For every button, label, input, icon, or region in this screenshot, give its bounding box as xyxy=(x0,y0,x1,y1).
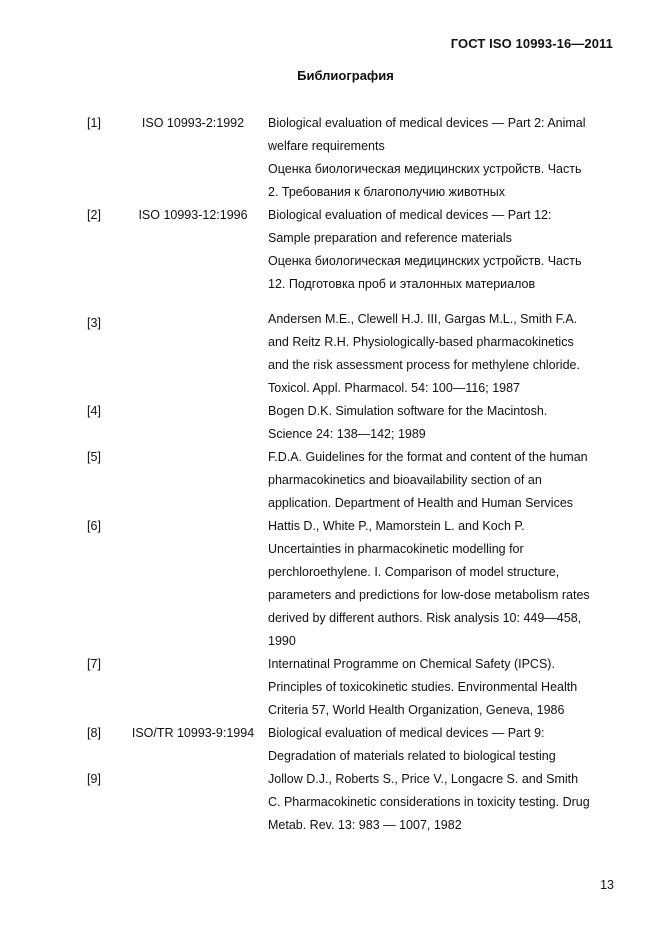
entry-standard xyxy=(118,308,268,400)
entry-line: Principles of toxicokinetic studies. Environmental Health xyxy=(268,680,578,694)
entry-line: Criteria 57, World Health Organization, Geneva, 1986 xyxy=(268,703,565,717)
entry-line: Metab. Rev. 13: 983 — 1007, 1982 xyxy=(268,818,462,832)
entry-text xyxy=(268,446,618,515)
entry-line: Biological evaluation of medical devices — Part 12: xyxy=(268,208,552,222)
entry-number: [3] xyxy=(87,316,101,330)
entry-standard: ISO 10993-12:1996 xyxy=(138,208,248,222)
bibliography-entry xyxy=(70,653,630,722)
entry-text xyxy=(268,768,618,837)
entry-line: Biological evaluation of medical devices — Part 9: xyxy=(268,726,545,740)
page-title-text: Библиография xyxy=(297,68,394,83)
bibliography-entry xyxy=(70,722,630,768)
entry-line: and Reitz R.H. Physiologically-based pharmacokinetics xyxy=(268,335,574,349)
entry-line: welfare requirements xyxy=(268,139,385,153)
entry-line: Sample preparation and reference materials xyxy=(268,231,512,245)
bibliography-entry xyxy=(70,400,630,446)
bibliography-entry xyxy=(70,446,630,515)
entry-text xyxy=(268,722,618,768)
entry-line: Оценка биологическая медицинских устройств. Часть xyxy=(268,254,582,268)
entry-line: Degradation of materials related to biological testing xyxy=(268,749,556,763)
bibliography-entry xyxy=(70,204,630,296)
entry-line: F.D.A. Guidelines for the format and content of the human xyxy=(268,450,588,464)
entry-number: [7] xyxy=(87,657,101,671)
entry-number: [1] xyxy=(87,116,101,130)
entry-number: [4] xyxy=(87,404,101,418)
entry-number: [8] xyxy=(87,726,101,740)
entry-text xyxy=(268,308,618,400)
bibliography-entry xyxy=(70,515,630,653)
entry-line: Jollow D.J., Roberts S., Price V., Longacre S. and Smith xyxy=(268,772,579,786)
bibliography-entry xyxy=(70,112,630,204)
entry-line: 2. Требования к благополучию животных xyxy=(268,185,506,199)
entry-line: and the risk assessment process for methylene chloride. xyxy=(268,358,580,372)
page-number: 13 xyxy=(600,878,614,892)
entry-standard xyxy=(118,768,268,837)
entry-line: pharmacokinetics and bioavailability section of an xyxy=(268,473,542,487)
bibliography-entry xyxy=(70,308,630,400)
entry-line: 1990 xyxy=(268,634,296,648)
entry-text xyxy=(268,204,618,296)
page-title xyxy=(0,68,661,83)
entry-line: Biological evaluation of medical devices — Part 2: Animal xyxy=(268,116,586,130)
entry-line: Science 24: 138—142; 1989 xyxy=(268,427,426,441)
entry-text xyxy=(268,653,618,722)
entry-standard xyxy=(118,515,268,653)
entry-line: perchloroethylene. I. Comparison of model structure, xyxy=(268,565,560,579)
entry-number: [6] xyxy=(87,519,101,533)
entry-text xyxy=(268,400,618,446)
entry-line: Toxicol. Appl. Pharmacol. 54: 100—116; 1987 xyxy=(268,381,521,395)
entry-standard xyxy=(118,446,268,515)
entry-line: Andersen M.E., Clewell H.J. III, Gargas M.L., Smith F.A. xyxy=(268,312,578,326)
entry-line: 12. Подготовка проб и эталонных материалов xyxy=(268,277,536,291)
document-code: ГОСТ ISO 10993-16—2011 xyxy=(450,36,613,51)
entry-number: [5] xyxy=(87,450,101,464)
entry-line: Оценка биологическая медицинских устройств. Часть xyxy=(268,162,582,176)
entry-text xyxy=(268,515,618,653)
entry-standard xyxy=(118,653,268,722)
entry-standard xyxy=(118,400,268,446)
entry-line: Uncertainties in pharmacokinetic modelling for xyxy=(268,542,524,556)
entry-line: Hattis D., White P., Mamorstein L. and Koch P. xyxy=(268,519,525,533)
entry-number: [9] xyxy=(87,772,101,786)
entry-line: parameters and predictions for low-dose metabolism rates xyxy=(268,588,590,602)
entry-line: C. Pharmacokinetic considerations in toxicity testing. Drug xyxy=(268,795,590,809)
entry-standard: ISO 10993-2:1992 xyxy=(141,116,245,130)
entry-line: Bogen D.K. Simulation software for the Macintosh. xyxy=(268,404,548,418)
entry-text xyxy=(268,112,618,204)
entry-line: derived by different authors. Risk analysis 10: 449—458, xyxy=(268,611,582,625)
entry-line: application. Department of Health and Human Services xyxy=(268,496,574,510)
entry-line: Internatinal Programme on Chemical Safety (IPCS). xyxy=(268,657,555,671)
bibliography-entry xyxy=(70,768,630,837)
entry-standard: ISO/TR 10993-9:1994 xyxy=(131,726,255,740)
entry-number: [2] xyxy=(87,208,101,222)
bibliography-list xyxy=(70,112,630,837)
